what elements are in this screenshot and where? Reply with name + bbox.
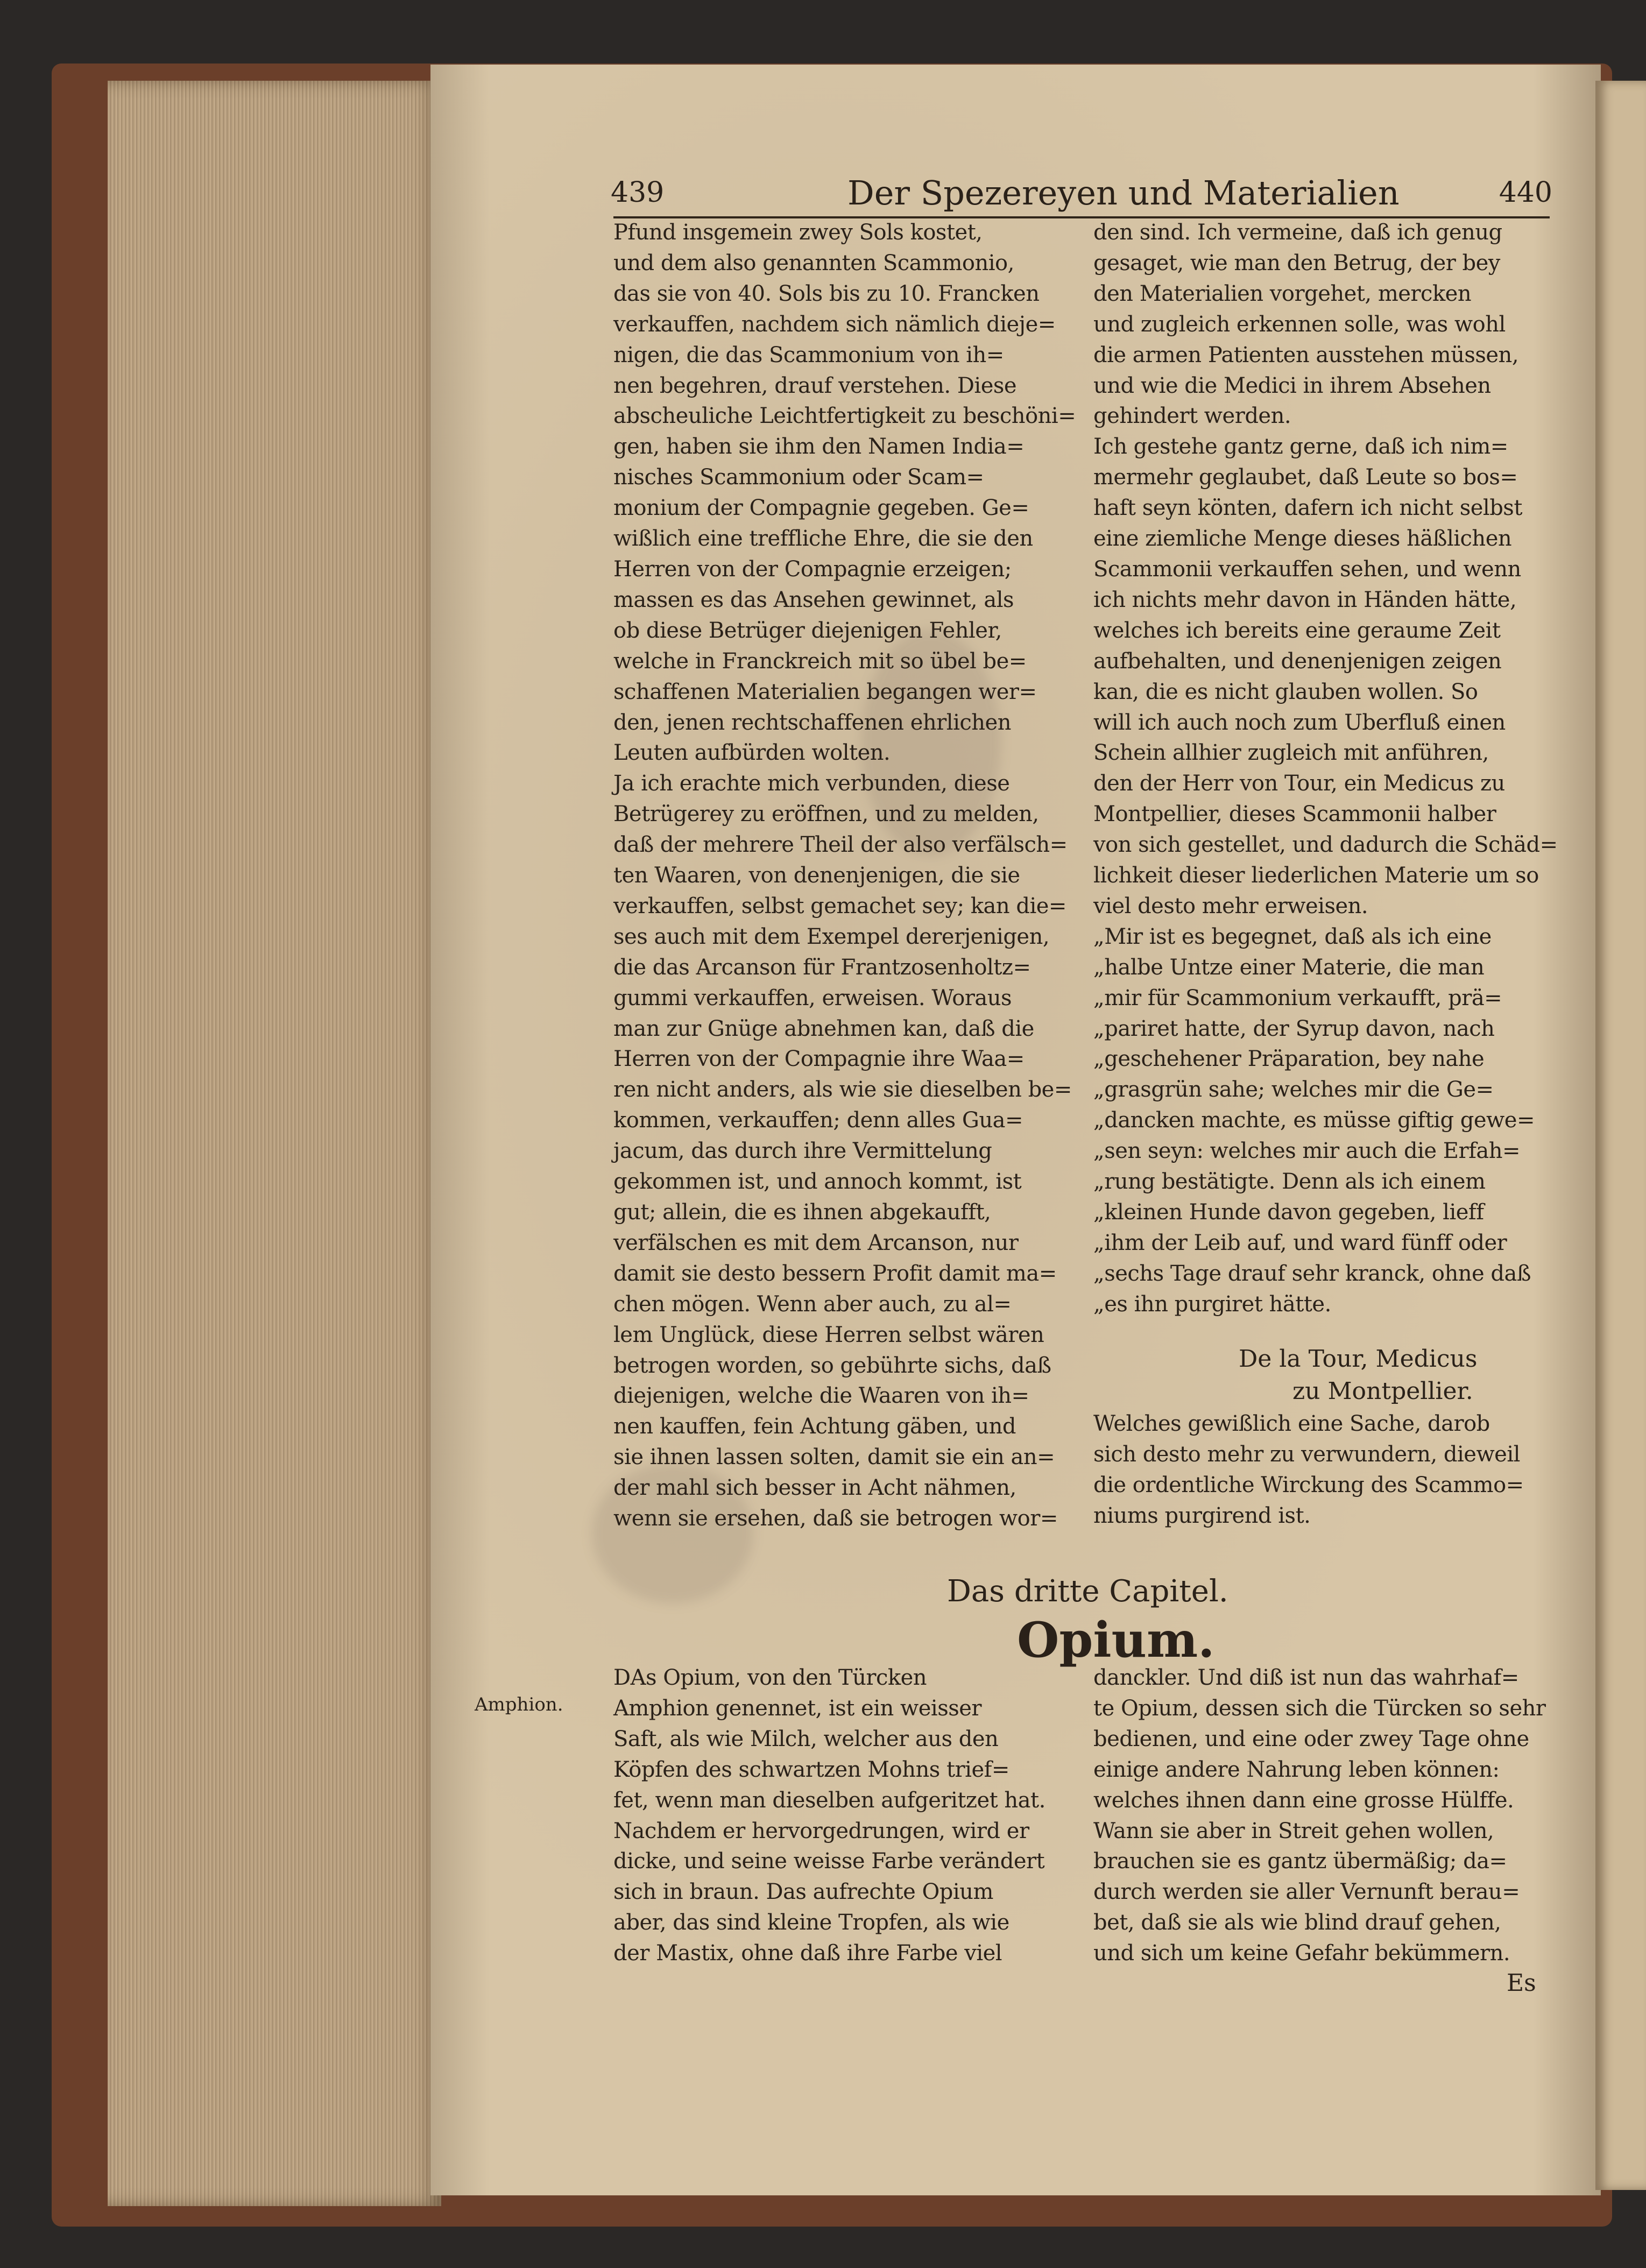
text-line: Köpfen des schwartzen Mohns trief= bbox=[613, 1757, 1009, 1782]
text-line: die ordentliche Wirckung des Scammo= bbox=[1093, 1472, 1524, 1497]
text-line: Herren von der Compagnie erzeigen; bbox=[613, 556, 1012, 582]
text-line: „mir für Scammonium verkaufft, prä= bbox=[1093, 985, 1502, 1011]
text-line: und sich um keine Gefahr bekümmern. bbox=[1093, 1941, 1510, 1966]
text-line: will ich auch noch zum Uberfluß einen bbox=[1093, 710, 1506, 735]
text-line: Betrügerey zu eröffnen, und zu melden, bbox=[613, 802, 1039, 827]
text-line: die das Arcanson für Frantzosenholtz= bbox=[613, 955, 1031, 980]
text-line: ob diese Betrüger diejenigen Fehler, bbox=[613, 618, 1002, 643]
text-line: einige andere Nahrung leben können: bbox=[1093, 1757, 1500, 1782]
text-line: verkauffen, selbst gemachet sey; kan die= bbox=[613, 893, 1066, 918]
text-line: verfälschen es mit dem Arcanson, nur bbox=[613, 1230, 1019, 1255]
text-line: den Materialien vorgehet, mercken bbox=[1093, 281, 1472, 306]
text-line: lichkeit dieser liederlichen Materie um so bbox=[1093, 863, 1539, 888]
text-line: mermehr geglaubet, daß Leute so bos= bbox=[1093, 465, 1518, 490]
text-line: gekommen ist, und annoch kommt, ist bbox=[613, 1169, 1022, 1195]
text-line: Scammonii verkauffen sehen, und wenn bbox=[1093, 556, 1521, 582]
text-line: Herren von der Compagnie ihre Waa= bbox=[613, 1047, 1025, 1072]
text-line: lem Unglück, diese Herren selbst wären bbox=[613, 1322, 1044, 1347]
text-line: monium der Compagnie gegeben. Ge= bbox=[613, 496, 1029, 521]
text-line: „Mir ist es begegnet, daß als ich eine bbox=[1093, 924, 1492, 949]
text-line: nigen, die das Scammonium von ih= bbox=[613, 342, 1004, 368]
subject-heading: Opium. bbox=[1017, 1612, 1215, 1669]
text-line: ich nichts mehr davon in Händen hätte, bbox=[1093, 587, 1517, 612]
text-line: Montpellier, dieses Scammonii halber bbox=[1093, 802, 1496, 827]
text-line: wißlich eine treffliche Ehre, die sie den bbox=[613, 526, 1033, 552]
text-line: aufbehalten, und denenjenigen zeigen bbox=[1093, 648, 1502, 674]
text-line: kommen, verkauffen; denn alles Gua= bbox=[613, 1108, 1023, 1133]
text-line: „sechs Tage drauf sehr kranck, ohne daß bbox=[1093, 1261, 1531, 1286]
text-line: „pariret hatte, der Syrup davon, nach bbox=[1093, 1016, 1495, 1041]
text-line: gummi verkauffen, erweisen. Woraus bbox=[613, 985, 1012, 1011]
text-line: „sen seyn: welches mir auch die Erfah= bbox=[1093, 1139, 1521, 1164]
text-line: bedienen, und eine oder zwey Tage ohne bbox=[1093, 1726, 1529, 1751]
text-line: massen es das Ansehen gewinnet, als bbox=[613, 587, 1014, 612]
text-line: Schein allhier zugleich mit anführen, bbox=[1093, 740, 1489, 766]
text-line: chen mögen. Wenn aber auch, zu al= bbox=[613, 1291, 1012, 1317]
margin-note-amphion: Amphion. bbox=[475, 1694, 563, 1715]
text-line: von sich gestellet, und dadurch die Schäd= bbox=[1093, 832, 1558, 858]
text-line: durch werden sie aller Vernunft berau= bbox=[1093, 1880, 1520, 1905]
text-line: sie ihnen lassen solten, damit sie ein an= bbox=[613, 1445, 1055, 1470]
text-line: Pfund insgemein zwey Sols kostet, bbox=[613, 220, 983, 245]
text-line: ren nicht anders, als wie sie dieselben be= bbox=[613, 1077, 1072, 1103]
page-number-left: 439 bbox=[611, 176, 665, 209]
left-column-bottom bbox=[613, 1663, 1065, 1969]
text-line: gen, haben sie ihm den Namen India= bbox=[613, 434, 1025, 460]
text-line: gehindert werden. bbox=[1093, 404, 1291, 429]
page-edges bbox=[108, 81, 441, 2206]
text-line: eine ziemliche Menge dieses häßlichen bbox=[1093, 526, 1512, 552]
text-line: abscheuliche Leichtfertigkeit zu beschöni= bbox=[613, 404, 1076, 429]
text-line: dicke, und seine weisse Farbe verändert bbox=[613, 1849, 1045, 1874]
right-column-bottom bbox=[1093, 1663, 1551, 1969]
text-line: Saft, als wie Milch, welcher aus den bbox=[613, 1726, 999, 1751]
text-line: diejenigen, welche die Waaren von ih= bbox=[613, 1383, 1029, 1409]
text-line: Nachdem er hervorgedrungen, wird er bbox=[613, 1818, 1029, 1843]
text-line: das sie von 40. Sols bis zu 10. Francken bbox=[613, 281, 1040, 306]
text-line: und wie die Medici in ihrem Absehen bbox=[1093, 373, 1491, 398]
text-line: te Opium, dessen sich die Türcken so sehr bbox=[1093, 1695, 1546, 1721]
text-line: welche in Franckreich mit so übel be= bbox=[613, 648, 1027, 674]
text-line: den der Herr von Tour, ein Medicus zu bbox=[1093, 771, 1505, 796]
text-line: „ihm der Leib auf, und ward fünff oder bbox=[1093, 1230, 1507, 1255]
text-line: „rung bestätigte. Denn als ich einem bbox=[1093, 1169, 1486, 1195]
text-line: ten Waaren, von denenjenigen, die sie bbox=[613, 863, 1020, 888]
text-line: DAs Opium, von den Türcken bbox=[613, 1665, 927, 1690]
text-line: schaffenen Materialien begangen wer= bbox=[613, 679, 1037, 704]
running-header bbox=[611, 170, 1552, 218]
text-line: verkauffen, nachdem sich nämlich dieje= bbox=[613, 312, 1056, 337]
chapter-heading: Das dritte Capitel. bbox=[947, 1574, 1228, 1609]
text-line: brauchen sie es gantz übermäßig; da= bbox=[1093, 1849, 1507, 1874]
text-line: „es ihn purgiret hätte. bbox=[1093, 1291, 1331, 1317]
text-line: nen kauffen, fein Achtung gäben, und bbox=[613, 1414, 1016, 1439]
page-number-right: 440 bbox=[1499, 176, 1552, 209]
right-column-top bbox=[1093, 217, 1558, 1320]
catchword: Es bbox=[1507, 1969, 1536, 1997]
text-line: welches ich bereits eine geraume Zeit bbox=[1093, 618, 1501, 643]
text-line: gesaget, wie man den Betrug, der bey bbox=[1093, 250, 1500, 275]
text-line: Ja ich erachte mich verbunden, diese bbox=[613, 771, 1010, 796]
text-line: ses auch mit dem Exempel dererjenigen, bbox=[613, 924, 1050, 949]
text-line: Wann sie aber in Streit gehen wollen, bbox=[1093, 1818, 1494, 1843]
text-line: „geschehener Präparation, bey nahe bbox=[1093, 1047, 1485, 1072]
right-column-after-signoff bbox=[1093, 1409, 1551, 1531]
left-column-top bbox=[613, 217, 1076, 1534]
text-line: sich desto mehr zu verwundern, dieweil bbox=[1093, 1442, 1520, 1467]
text-line: danckler. Und diß ist nun das wahrhaf= bbox=[1093, 1665, 1519, 1690]
next-page-edge bbox=[1595, 81, 1646, 2190]
text-line: jacum, das durch ihre Vermittelung bbox=[613, 1139, 992, 1164]
text-line: daß der mehrere Theil der also verfälsch= bbox=[613, 832, 1068, 858]
text-line: damit sie desto bessern Profit damit ma= bbox=[613, 1261, 1057, 1286]
text-line: nisches Scammonium oder Scam= bbox=[613, 465, 984, 490]
text-line: fet, wenn man dieselben aufgeritzet hat. bbox=[613, 1787, 1045, 1813]
text-line: der Mastix, ohne daß ihre Farbe viel bbox=[613, 1941, 1002, 1966]
text-line: bet, daß sie als wie blind drauf gehen, bbox=[1093, 1910, 1501, 1935]
text-line: haft seyn könten, dafern ich nicht selbst bbox=[1093, 496, 1522, 521]
text-line: welches ihnen dann eine grosse Hülffe. bbox=[1093, 1787, 1514, 1813]
text-line: man zur Gnüge abnehmen kan, daß die bbox=[613, 1016, 1034, 1041]
text-line: viel desto mehr erweisen. bbox=[1093, 893, 1368, 918]
text-line: niums purgirend ist. bbox=[1093, 1503, 1311, 1528]
text-line: nen begehren, drauf verstehen. Diese bbox=[613, 373, 1017, 398]
text-line: Ich gestehe gantz gerne, daß ich nim= bbox=[1093, 434, 1508, 460]
text-line: der mahl sich besser in Acht nähmen, bbox=[613, 1475, 1016, 1501]
text-line: „halbe Untze einer Materie, die man bbox=[1093, 955, 1485, 980]
text-line: die armen Patienten ausstehen müssen, bbox=[1093, 342, 1519, 368]
text-line: Welches gewißlich eine Sache, darob bbox=[1093, 1411, 1490, 1436]
signoff-name: De la Tour, Medicus bbox=[1239, 1345, 1478, 1373]
text-line: betrogen worden, so gebührte sichs, daß bbox=[613, 1353, 1051, 1378]
text-line: und zugleich erkennen solle, was wohl bbox=[1093, 312, 1506, 337]
text-line: sich in braun. Das aufrechte Opium bbox=[613, 1880, 993, 1905]
signoff-place: zu Montpellier. bbox=[1292, 1377, 1473, 1405]
text-line: aber, das sind kleine Tropfen, als wie bbox=[613, 1910, 1009, 1935]
text-line: gut; allein, die es ihnen abgekaufft, bbox=[613, 1200, 991, 1225]
text-line: Amphion genennet, ist ein weisser bbox=[613, 1695, 982, 1721]
text-line: wenn sie ersehen, daß sie betrogen wor= bbox=[613, 1506, 1058, 1531]
running-title: Der Spezereyen und Materialien bbox=[847, 173, 1400, 213]
text-line: den, jenen rechtschaffenen ehrlichen bbox=[613, 710, 1011, 735]
text-line: den sind. Ich vermeine, daß ich genug bbox=[1093, 220, 1502, 245]
text-line: und dem also genannten Scammonio, bbox=[613, 250, 1014, 275]
text-line: „kleinen Hunde davon gegeben, lieff bbox=[1093, 1200, 1484, 1225]
text-line: „dancken machte, es müsse giftig gewe= bbox=[1093, 1108, 1535, 1133]
text-line: „grasgrün sahe; welches mir die Ge= bbox=[1093, 1077, 1494, 1103]
text-line: Leuten aufbürden wolten. bbox=[613, 740, 891, 766]
text-line: kan, die es nicht glauben wollen. So bbox=[1093, 679, 1478, 704]
